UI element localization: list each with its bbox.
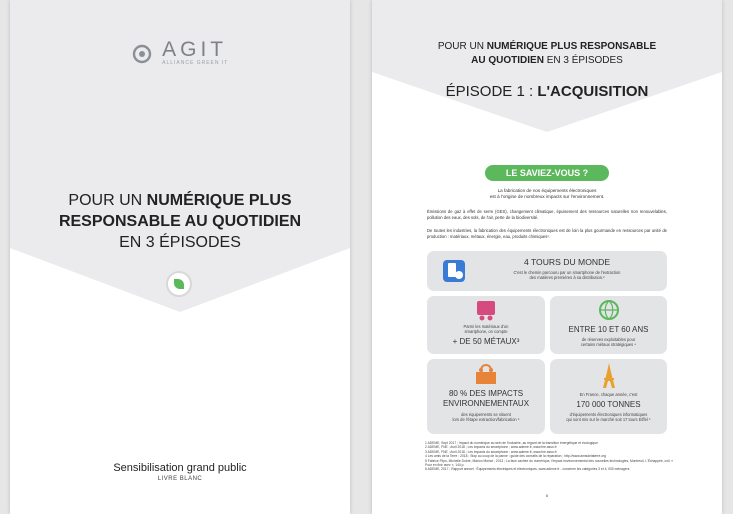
box3-big: ENTRE 10 ET 60 ANS [568,325,649,334]
box5-big: 170 000 TONNES [576,400,641,409]
header-part1: POUR UN [437,41,487,52]
box2-text [431,324,541,334]
box1-line1: C'est le chemin parcouru par un smartphone de l'extraction [513,270,621,275]
globe-icon [598,299,620,321]
episode-page [372,0,722,514]
cover-title-bold2: RESPONSABLE AU QUOTIDIEN [58,213,302,230]
intro-line1: La fabrication de nos équipements électroniques [497,188,597,193]
stat-box-reserves [550,296,667,354]
box5-line1: En France, chaque année, c'est [579,392,638,397]
cover-page [10,0,350,514]
cover-title [10,190,350,253]
box5-text [553,412,664,422]
episode-bold: L'ACQUISITION [537,83,649,100]
cover-title-bold1: NUMÉRIQUE PLUS [146,192,292,209]
stat-box-tonnes [550,359,667,434]
box2-big: + DE 50 MÉTAUX³ [452,337,520,346]
box4-line2: lors de l'étape extraction/fabrication ⁵ [452,417,520,423]
intro-line2: est à l'origine de nombreux impacts sur l'environnement. [489,194,605,199]
box4-line1: des équipements se situent [461,412,511,417]
logo-name: AGIT [162,38,228,61]
stat-box-impacts [427,359,545,434]
cover-footer-title: Sensibilisation grand public [113,462,247,474]
header-bold1: NUMÉRIQUE PLUS RESPONSABLE [486,41,657,52]
footnote-2: 2 ADEME, FNE ; Avril 2018 ; Les impacts du smartphone ; www.ademe.fr, www.fne.asso.fr [425,445,557,450]
footnote-3: 3 ADEME, FNE ; Avril 2018 ; Les impacts du smartphone ; www.ademe.fr, www.fne.asso.fr [425,449,557,454]
box4-big1: 80 % DES IMPACTS [448,389,524,398]
paragraph-2: De toutes les industries, la fabrication des équipements électroniques est de loin la plus gourmande en ressources par unité de production : matériaux, métaux, énergie, eau, produits chimiques¹. [427,228,667,239]
cover-title-line3: EN 3 ÉPISODES [119,234,241,251]
intro-text [422,188,672,200]
paragraph-1: Émissions de gaz à effet de serre (GES), changement climatique, épuisement des ressources naturelles non renouvelables, pollution des eaux, des sols, de l'air, perte de la biodiversité. [427,209,667,220]
footnote-6: 6 ADEME, 2017 ; Rapport annuel : Équipements électriques et électroniques, www.ademe.fr - concerne les catégories 3 et 4, 000 ménagers [425,467,630,472]
box3-line2: certains métaux stratégiques ⁴ [580,342,637,348]
cover-title-part1: POUR UN [68,192,147,209]
logo-tagline: ALLIANCE GREEN IT [162,60,229,66]
box3-line1: de réserves exploitables pour [581,337,636,342]
agit-logo-icon [132,44,152,64]
episode-prefix: ÉPISODE 1 : [445,83,538,100]
eiffel-tower-icon [597,362,621,390]
page-number: 8 [545,493,549,498]
stat-box-metals [427,296,545,354]
box2-line2: smartphone, on compte [464,329,508,335]
footnote-1: 1 ADEME, Sept 2017 ; Impact du numérique au sein de l'industrie, au regard de la transition énergétique et écologique [425,441,598,445]
header-bold2: AU QUOTIDIEN [471,55,544,66]
box4-text [430,412,542,422]
box2-line1: Parmi les matériaux d'un [463,324,509,329]
box1-title: 4 TOURS DU MONDE [523,257,611,267]
cover-background [10,0,350,514]
saviez-vous-badge: LE SAVIEZ-VOUS ? [485,165,609,181]
box3-text [554,337,663,347]
cover-footer-sub: LIVRE BLANC [157,476,203,482]
footnote-4: 4 Les amis de la Terre ; 2018 ; Stop au coup de la panne : guide des conseils de la réparation ; http://www.amisdelaterre.org [425,454,607,459]
leaf-seal-icon [166,271,192,297]
episode-title [372,83,722,100]
cover-footer [10,462,350,482]
factory-icon [473,362,499,386]
box4-big2: ENVIRONNEMENTAUX [442,399,530,408]
footnote-5: 5 Fabrice Flipo, Michelle Dobré, Marion Michot ; 2013 ; La face cachée du numérique, l'impact environnemental des nouvelles technologies, Montreuil, L'Échappée, coll. « Pour en finir avec », 144 p. [425,458,674,468]
header-part2: EN 3 ÉPISODES [543,55,623,66]
box5-line2: d'équipements électroniques informatiques [569,412,648,417]
stat-box-world-tours [427,251,667,291]
box5-line3: qui sont mis sur le marché soit 17 tours Eiffel ⁶ [566,417,651,423]
box1-line2: des matières premières à sa distribution.² [529,275,605,281]
smartphone-transport-icon [441,258,467,284]
box4-big [430,389,542,409]
page-header [372,40,722,68]
logo-wordmark [162,40,228,67]
box1-text [477,270,657,280]
agit-logo [10,40,350,67]
mine-cart-icon [474,299,498,321]
footnotes [425,441,675,472]
